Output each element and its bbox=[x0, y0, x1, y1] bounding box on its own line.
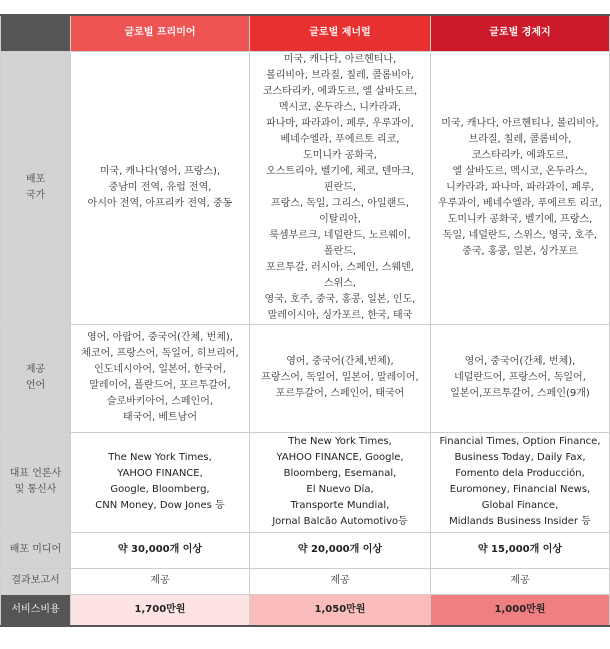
row-languages bbox=[1, 324, 610, 432]
text-line: Transporte Mundial, bbox=[290, 500, 390, 511]
row-label-languages bbox=[1, 324, 71, 432]
text-line: Fomento dela Producción, bbox=[455, 468, 585, 479]
text-line: Euromoney, Financial News, bbox=[449, 484, 591, 495]
text-line: YAHOO FINANCE, bbox=[117, 468, 203, 479]
row-media bbox=[1, 432, 610, 532]
text-line: Bloomberg, Esemanal, bbox=[283, 468, 397, 479]
text-line: 아시아 전역, 아프리카 전역, 중동 bbox=[87, 197, 233, 209]
languages-economic bbox=[431, 324, 610, 432]
text-line: 영어, 중국어(간체, 번체), bbox=[464, 356, 576, 367]
text-line: 중남미 전역, 유럽 전역, bbox=[108, 181, 212, 193]
text-line: 도미니카 공화국, bbox=[303, 149, 377, 161]
text-line: 미국, 캐나다, 아르헨티나, bbox=[283, 53, 397, 65]
text-line: Google, Bloomberg, bbox=[110, 484, 210, 495]
languages-premier bbox=[71, 324, 250, 432]
row-price bbox=[1, 594, 610, 626]
text-line: 미국, 캐나다, 아르헨티나, 볼리비아, bbox=[441, 117, 599, 129]
media-general bbox=[250, 432, 431, 532]
text-line: Business Today, Daily Fax, bbox=[454, 452, 586, 463]
countries-economic bbox=[431, 51, 610, 324]
distribution-premier: 약 30,000개 이상 bbox=[71, 532, 250, 568]
text-line: 파나마, 파라과이, 페루, 우루과이, bbox=[266, 117, 414, 129]
text-line: 엘 살바도르, 멕시코, 온두라스, bbox=[452, 165, 588, 177]
text-line: 말레이시아, 싱가포르, 한국, 태국 bbox=[267, 309, 413, 321]
distribution-economic: 약 15,000개 이상 bbox=[431, 532, 610, 568]
text-line: 베네수엘라, 푸에르토 리코, bbox=[280, 133, 400, 145]
text-line: 도미니카 공화국, 벨기에, 프랑스, bbox=[447, 213, 593, 225]
text-line: 프랑스어, 독일어, 일본어, 말레이어, bbox=[261, 372, 419, 383]
text-line: 우루과이, 베네수엘라, 푸에르토 리코, bbox=[438, 197, 602, 209]
comparison-table bbox=[0, 14, 610, 627]
header-row bbox=[1, 15, 610, 51]
text-line: 중국, 홍콩, 일본, 싱가포르 bbox=[462, 245, 578, 257]
text-line: El Nuevo Día, bbox=[306, 484, 374, 495]
row-label-price: 서비스비용 bbox=[1, 594, 71, 626]
header-global-economic: 글로벌 경제지 bbox=[431, 15, 610, 51]
text-line: 제공 bbox=[25, 364, 46, 375]
text-line: 영어, 아랍어, 중국어(간체, 번체), bbox=[87, 332, 233, 343]
text-line: 포르투갈어, 스페인어, 태국어 bbox=[275, 388, 405, 399]
price-economic: 1,000만원 bbox=[431, 594, 610, 626]
row-report bbox=[1, 568, 610, 594]
text-line: 코스타리카, 에콰도르, 엘 살바도르, bbox=[262, 85, 418, 97]
text-line: Global Finance, bbox=[481, 500, 559, 511]
text-line: 국가 bbox=[25, 189, 46, 201]
text-line: The New York Times, bbox=[108, 452, 212, 463]
text-line: YAHOO FINANCE, Google, bbox=[276, 452, 404, 463]
text-line: 미국, 캐나다(영어, 프랑스), bbox=[99, 165, 221, 177]
media-economic bbox=[431, 432, 610, 532]
row-label-media bbox=[1, 432, 71, 532]
header-global-premier: 글로벌 프리미어 bbox=[71, 15, 250, 51]
text-line: Jornal Balcão Automotivo등 bbox=[272, 516, 408, 527]
text-line: 언어 bbox=[25, 380, 46, 391]
text-line: 태국어, 베트남어 bbox=[123, 412, 197, 423]
text-line: 영어, 중국어(간체,번체), bbox=[286, 356, 394, 367]
text-line: 대표 언론사 bbox=[9, 468, 62, 479]
text-line: 네덜란드어, 프랑스어, 독일어, bbox=[454, 372, 586, 383]
text-line: 브라질, 칠레, 콜롬비아, bbox=[468, 133, 572, 145]
report-premier: 제공 bbox=[71, 568, 250, 594]
text-line: 니카라과, 파나마, 파라과이, 페루, bbox=[446, 181, 594, 193]
corner-cell bbox=[1, 15, 71, 51]
row-distribution bbox=[1, 532, 610, 568]
text-line: The New York Times, bbox=[288, 436, 392, 447]
text-line: 슬로바키아어, 스페인어, bbox=[106, 396, 214, 407]
media-premier bbox=[71, 432, 250, 532]
text-line: 및 통신사 bbox=[14, 484, 57, 495]
countries-premier bbox=[71, 51, 250, 324]
report-economic: 제공 bbox=[431, 568, 610, 594]
text-line: 오스트리아, 벨기에, 체코, 덴마크, 핀란드, bbox=[266, 165, 414, 193]
text-line: 체코어, 프랑스어, 독일어, 히브리어, bbox=[81, 348, 239, 359]
text-line: 멕시코, 온두라스, 니카라과, bbox=[278, 101, 402, 113]
text-line: 포르투갈, 러시아, 스페인, 스웨덴, 스위스, bbox=[266, 261, 414, 289]
price-general: 1,050만원 bbox=[250, 594, 431, 626]
text-line: 룩셈부르크, 네덜란드, 노르웨이, 폴란드, bbox=[269, 229, 411, 257]
text-line: 영국, 호주, 중국, 홍콩, 일본, 인도, bbox=[264, 293, 416, 305]
text-line: 독일, 네덜란드, 스위스, 영국, 호주, bbox=[442, 229, 598, 241]
text-line: 코스타리카, 에콰도르, bbox=[471, 149, 569, 161]
text-line: 일본어,포르투갈어, 스페인(9개) bbox=[450, 388, 590, 399]
text-line: 말레이어, 폴란드어, 포르투갈어, bbox=[89, 380, 231, 391]
text-line: CNN Money, Dow Jones 등 bbox=[95, 500, 225, 511]
text-line: 프랑스, 독일, 그리스, 아일랜드, 이탈리아, bbox=[270, 197, 410, 225]
text-line: 인도네시아어, 일본어, 한국어, bbox=[94, 364, 226, 375]
row-label-distribution: 배포 미디어 bbox=[1, 532, 71, 568]
text-line: Midlands Business Insider 등 bbox=[449, 516, 591, 527]
row-countries bbox=[1, 51, 610, 324]
row-label-countries bbox=[1, 51, 71, 324]
text-line: 배포 bbox=[25, 173, 46, 185]
report-general: 제공 bbox=[250, 568, 431, 594]
price-premier: 1,700만원 bbox=[71, 594, 250, 626]
row-label-report: 결과보고서 bbox=[1, 568, 71, 594]
languages-general bbox=[250, 324, 431, 432]
countries-general bbox=[250, 51, 431, 324]
text-line: Financial Times, Option Finance, bbox=[439, 436, 601, 447]
text-line: 볼리비아, 브라질, 칠레, 콜롬비아, bbox=[266, 69, 414, 81]
distribution-general: 약 20,000개 이상 bbox=[250, 532, 431, 568]
header-global-general: 글로벌 제너럴 bbox=[250, 15, 431, 51]
